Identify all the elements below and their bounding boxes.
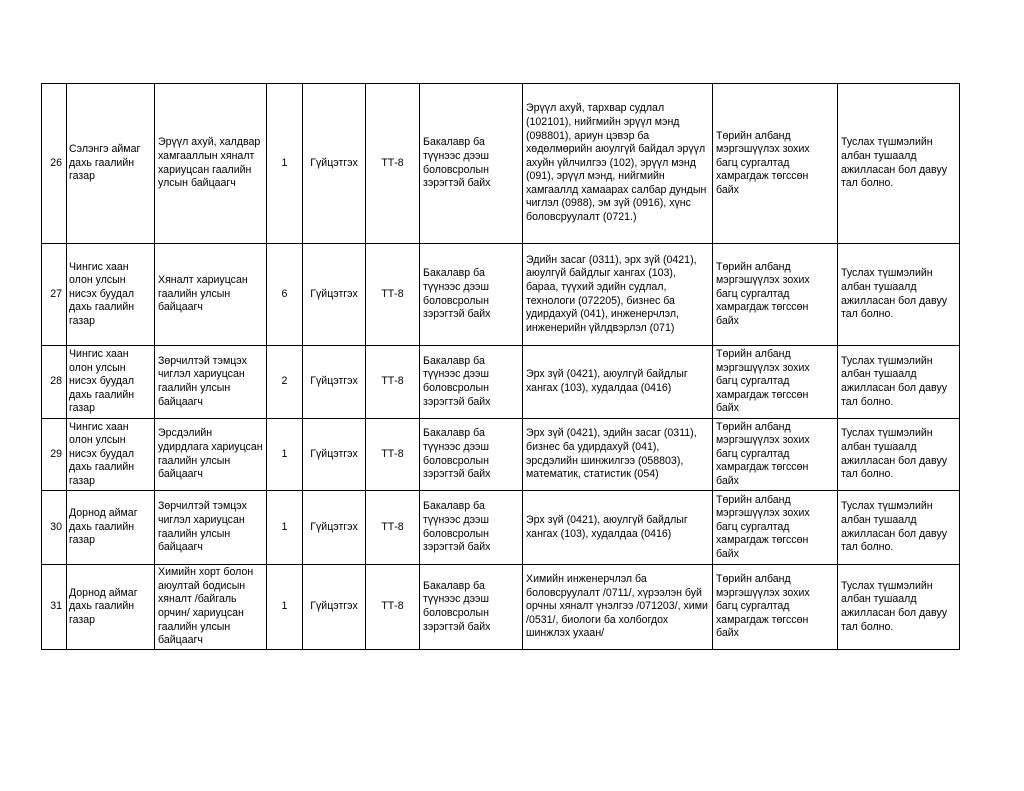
table-row xyxy=(42,565,960,650)
position-grade: ТТ-8 xyxy=(366,491,420,565)
organization-cell: Сэлэнгэ аймаг дахь гаалийн газар xyxy=(67,84,155,244)
specialty-requirement: Эдийн засаг (0311), эрх зүй (0421), аюулгүй байдлыг хангах (103), бараа, түүхий эдийн судлал, технологи (072205), бизнес ба удирдахуй (041), инженерчлэл, инженерийн үйлдвэрлэл (071) xyxy=(523,244,713,346)
position-type: Гүйцэтгэх xyxy=(303,565,366,650)
position-type: Гүйцэтгэх xyxy=(303,346,366,419)
education-requirement: Бакалавр ба түүнээс дээш боловсролын зэрэгтэй байх xyxy=(420,84,523,244)
position-grade: ТТ-8 xyxy=(366,84,420,244)
training-requirement: Төрийн албанд мэргэшүүлэх зохих багц сургалтад хамрагдаж төгссөн байх xyxy=(713,419,838,491)
row-number: 28 xyxy=(42,346,67,419)
table-row xyxy=(42,244,960,346)
specialty-requirement: Эрүүл ахуй, тархвар судлал (102101), нийгмийн эрүүл мэнд (098801), ариун цэвэр ба хөдөлмөрийн аюулгүй байдал эрүүл ахуйн үйлчилгээ (102), эрүүл мэнд (091), эрүүл мэнд, нийгмийн хамгааллд хамаарах салбар дундын чиглэл (0988), эм зүй (0916), хүнс боловсруулалт (0721.) xyxy=(523,84,713,244)
specialty-requirement: Эрх зүй (0421), аюулгүй байдлыг хангах (103), худалдаа (0416) xyxy=(523,491,713,565)
position-cell: Эрүүл ахуй, халдвар хамгааллын хяналт хариуцсан гаалийн улсын байцаагч xyxy=(155,84,267,244)
position-type: Гүйцэтгэх xyxy=(303,419,366,491)
education-requirement: Бакалавр ба түүнээс дээш боловсролын зэрэгтэй байх xyxy=(420,565,523,650)
row-number: 27 xyxy=(42,244,67,346)
advantage-note: Туслах түшмэлийн албан тушаалд ажилласан бол давуу тал болно. xyxy=(838,419,960,491)
vacancy-count: 1 xyxy=(267,84,303,244)
position-cell: Химийн хорт болон аюултай бодисын хяналт /байгаль орчин/ хариуцсан гаалийн улсын байцаагч xyxy=(155,565,267,650)
education-requirement: Бакалавр ба түүнээс дээш боловсролын зэрэгтэй байх xyxy=(420,244,523,346)
vacancy-count: 1 xyxy=(267,491,303,565)
position-grade: ТТ-8 xyxy=(366,346,420,419)
vacancy-count: 6 xyxy=(267,244,303,346)
vacancy-count: 1 xyxy=(267,565,303,650)
organization-cell: Дорнод аймаг дахь гаалийн газар xyxy=(67,565,155,650)
specialty-requirement: Эрх зүй (0421), аюулгүй байдлыг хангах (103), худалдаа (0416) xyxy=(523,346,713,419)
organization-cell: Чингис хаан олон улсын нисэх буудал дахь гаалийн газар xyxy=(67,244,155,346)
position-grade: ТТ-8 xyxy=(366,565,420,650)
vacancy-count: 2 xyxy=(267,346,303,419)
position-grade: ТТ-8 xyxy=(366,419,420,491)
advantage-note: Туслах түшмэлийн албан тушаалд ажилласан бол давуу тал болно. xyxy=(838,565,960,650)
training-requirement: Төрийн албанд мэргэшүүлэх зохих багц сургалтад хамрагдаж төгссөн байх xyxy=(713,346,838,419)
row-number: 31 xyxy=(42,565,67,650)
training-requirement: Төрийн албанд мэргэшүүлэх зохих багц сургалтад хамрагдаж төгссөн байх xyxy=(713,244,838,346)
organization-cell: Чингис хаан олон улсын нисэх буудал дахь гаалийн газар xyxy=(67,419,155,491)
vacancy-table xyxy=(41,83,960,650)
table-row xyxy=(42,84,960,244)
position-cell: Зөрчилтэй тэмцэх чиглэл хариуцсан гаалийн улсын байцаагч xyxy=(155,346,267,419)
row-number: 30 xyxy=(42,491,67,565)
position-type: Гүйцэтгэх xyxy=(303,244,366,346)
education-requirement: Бакалавр ба түүнээс дээш боловсролын зэрэгтэй байх xyxy=(420,491,523,565)
position-cell: Хяналт хариуцсан гаалийн улсын байцаагч xyxy=(155,244,267,346)
education-requirement: Бакалавр ба түүнээс дээш боловсролын зэрэгтэй байх xyxy=(420,419,523,491)
advantage-note: Туслах түшмэлийн албан тушаалд ажилласан бол давуу тал болно. xyxy=(838,244,960,346)
position-cell: Зөрчилтэй тэмцэх чиглэл хариуцсан гаалийн улсын байцаагч xyxy=(155,491,267,565)
specialty-requirement: Эрх зүй (0421), эдийн засаг (0311), бизнес ба удирдахуй (041), эрсдэлийн шинжилгээ (058803), математик, статистик (054) xyxy=(523,419,713,491)
advantage-note: Туслах түшмэлийн албан тушаалд ажилласан бол давуу тал болно. xyxy=(838,346,960,419)
table-row xyxy=(42,491,960,565)
organization-cell: Чингис хаан олон улсын нисэх буудал дахь гаалийн газар xyxy=(67,346,155,419)
training-requirement: Төрийн албанд мэргэшүүлэх зохих багц сургалтад хамрагдаж төгссөн байх xyxy=(713,491,838,565)
specialty-requirement: Химийн инженерчлэл ба боловсруулалт /0711/, хүрээлэн буй орчны хяналт үнэлгээ /071203/, хими /0531/, биологи ба холбогдох шинжлэх ухаан/ xyxy=(523,565,713,650)
education-requirement: Бакалавр ба түүнээс дээш боловсролын зэрэгтэй байх xyxy=(420,346,523,419)
table-row xyxy=(42,419,960,491)
training-requirement: Төрийн албанд мэргэшүүлэх зохих багц сургалтад хамрагдаж төгссөн байх xyxy=(713,565,838,650)
row-number: 26 xyxy=(42,84,67,244)
advantage-note: Туслах түшмэлийн албан тушаалд ажилласан бол давуу тал болно. xyxy=(838,491,960,565)
table-row xyxy=(42,346,960,419)
vacancy-count: 1 xyxy=(267,419,303,491)
position-grade: ТТ-8 xyxy=(366,244,420,346)
row-number: 29 xyxy=(42,419,67,491)
position-type: Гүйцэтгэх xyxy=(303,491,366,565)
advantage-note: Туслах түшмэлийн албан тушаалд ажилласан бол давуу тал болно. xyxy=(838,84,960,244)
organization-cell: Дорнод аймаг дахь гаалийн газар xyxy=(67,491,155,565)
training-requirement: Төрийн албанд мэргэшүүлэх зохих багц сургалтад хамрагдаж төгссөн байх xyxy=(713,84,838,244)
position-type: Гүйцэтгэх xyxy=(303,84,366,244)
position-cell: Эрсдэлийн удирдлага хариуцсан гаалийн улсын байцаагч xyxy=(155,419,267,491)
